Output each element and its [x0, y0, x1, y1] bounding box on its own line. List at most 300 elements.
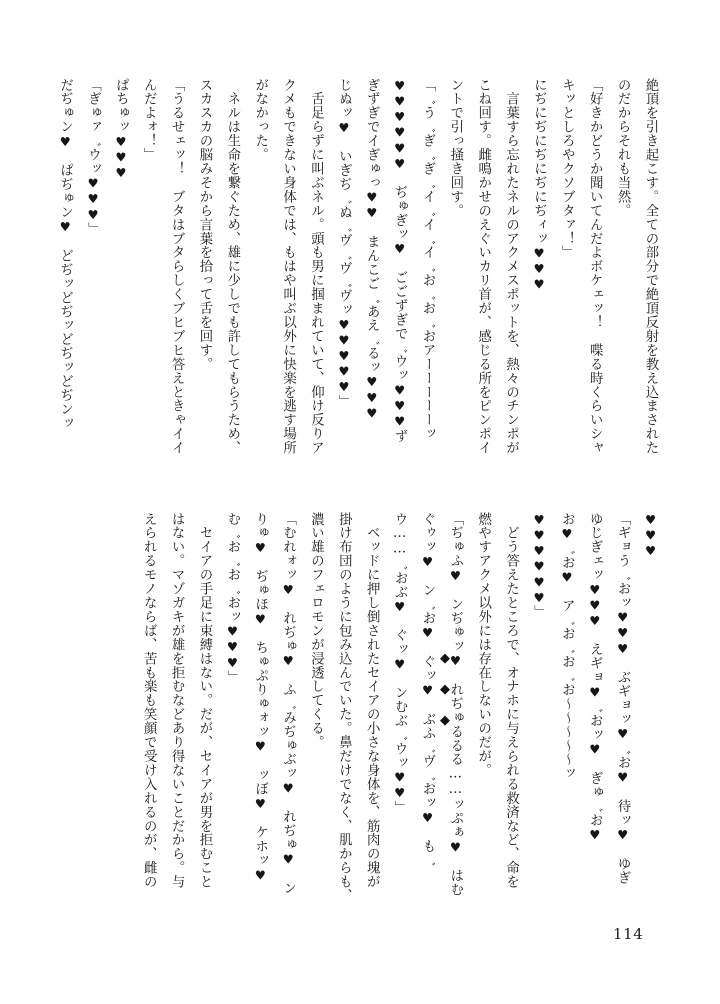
heart-icon: ♥ [280, 653, 296, 669]
glyph: ィ [531, 217, 547, 232]
glyph: か [252, 105, 268, 120]
glyph: ゛ [392, 727, 408, 742]
glyph: ス [197, 105, 212, 120]
glyph: ブ [169, 189, 185, 204]
glyph [169, 176, 184, 190]
glyph: マ [169, 567, 185, 582]
glyph: ッ [587, 727, 603, 742]
glyph: ゛ [559, 541, 575, 556]
glyph: ー [420, 412, 435, 427]
glyph: ッ [587, 567, 603, 582]
glyph: ら [615, 119, 631, 134]
glyph: す [475, 119, 491, 134]
glyph: 雄 [169, 637, 185, 652]
glyph: … [392, 525, 408, 542]
glyph: の [197, 133, 212, 148]
glyph: ！ [587, 315, 603, 330]
glyph: う [615, 553, 631, 568]
heart-icon: ♥ [643, 543, 658, 559]
heart-icon: ♥ [587, 581, 603, 598]
text-line [636, 78, 664, 478]
heart-icon: ♥ [643, 512, 658, 528]
text-line [79, 78, 107, 478]
diamond-icon: ◆ [440, 682, 450, 697]
glyph: ぎ [85, 91, 101, 106]
glyph: ぢ [531, 147, 547, 162]
glyph: 。 [615, 203, 631, 218]
glyph: が [475, 301, 491, 316]
glyph: で [392, 326, 408, 341]
glyph: ッ [57, 416, 73, 431]
heart-icon: ♥ [531, 558, 547, 575]
glyph: の [141, 818, 157, 833]
text-line [525, 512, 553, 908]
glyph: ッ [252, 767, 268, 782]
glyph [281, 597, 296, 611]
glyph: ら [141, 525, 157, 540]
text-line [357, 78, 385, 478]
glyph: 拒 [197, 832, 212, 847]
glyph: ん [587, 217, 603, 232]
glyph: だ [336, 749, 352, 764]
glyph: ん [364, 248, 380, 263]
glyph: れ [503, 161, 519, 176]
glyph: 布 [336, 539, 352, 554]
glyph: 」 [85, 222, 101, 237]
glyph: ッ [587, 301, 603, 316]
glyph: イ [197, 539, 212, 554]
glyph: え [643, 371, 658, 385]
glyph [281, 669, 296, 683]
glyph: が [475, 749, 491, 764]
glyph [392, 257, 407, 271]
glyph: 叫 [308, 161, 324, 176]
glyph: 。 [197, 357, 212, 372]
glyph: ッ [420, 795, 435, 810]
glyph: な [169, 763, 185, 778]
glyph: ゛ [420, 259, 435, 274]
glyph: た [224, 203, 240, 218]
glyph: む [280, 525, 296, 540]
glyph [615, 843, 630, 857]
glyph: 身 [280, 175, 296, 190]
glyph: ゅ [392, 199, 408, 214]
glyph: っ [364, 175, 380, 190]
glyph: 。 [475, 133, 491, 148]
glyph: ゛ [587, 699, 603, 714]
glyph: 引 [643, 119, 658, 134]
glyph: ア [503, 231, 519, 246]
glyph: 反 [308, 412, 324, 427]
glyph: ク [503, 245, 519, 260]
glyph: ア [197, 777, 212, 792]
text-line [385, 78, 413, 478]
glyph: う [503, 539, 519, 554]
glyph: の [336, 567, 352, 582]
glyph [448, 669, 463, 683]
glyph: だ [197, 707, 212, 722]
glyph: 苦 [141, 651, 157, 666]
glyph: ョ [615, 698, 631, 713]
glyph: 身 [364, 763, 380, 778]
glyph: ぶ [392, 584, 408, 599]
text-line [497, 512, 525, 908]
heart-icon: ♥ [252, 795, 268, 812]
glyph: 笑 [141, 707, 157, 722]
glyph: で [643, 273, 658, 288]
glyph: ば [141, 623, 157, 638]
text-line [413, 512, 441, 908]
glyph: ッ [503, 301, 519, 316]
glyph: 」 [392, 800, 408, 815]
glyph: ら [503, 133, 519, 148]
glyph: 雄 [308, 539, 324, 554]
glyph: 引 [447, 119, 463, 134]
glyph: イ [364, 133, 380, 148]
glyph: お [615, 581, 631, 596]
glyph: ぢ [392, 185, 408, 200]
text-line [553, 78, 581, 478]
glyph: え [141, 512, 157, 526]
glyph: う [336, 595, 352, 610]
glyph: 感 [475, 329, 491, 344]
glyph: も [280, 245, 296, 260]
glyph: ッ [615, 595, 631, 610]
glyph: ゅ [57, 105, 73, 120]
glyph: ゅ [280, 837, 296, 852]
glyph: に [308, 147, 324, 162]
glyph: し [169, 273, 185, 288]
glyph: オ [503, 665, 519, 680]
glyph: ピ [475, 398, 491, 413]
glyph: ゅ [447, 625, 463, 640]
glyph: ぢ [57, 91, 73, 106]
glyph: 、 [308, 371, 324, 385]
glyph: ぢ [280, 625, 296, 640]
glyph: や [280, 273, 296, 288]
heart-icon: ♥ [252, 867, 268, 883]
glyph: ギ [587, 656, 603, 671]
glyph: お [224, 567, 240, 582]
glyph: ネ [503, 189, 519, 204]
glyph: タ [169, 245, 185, 260]
glyph [448, 583, 463, 597]
glyph: 濃 [308, 512, 324, 526]
glyph: 舌 [197, 301, 212, 316]
glyph: ら [336, 860, 352, 875]
glyph: ぎ [364, 105, 380, 120]
glyph: ぎ [392, 213, 408, 228]
glyph: ベ [364, 525, 380, 540]
glyph: 。 [308, 217, 324, 232]
glyph: は [224, 119, 240, 134]
glyph: ゅ [587, 785, 603, 800]
glyph: い [169, 539, 185, 554]
glyph: る [308, 721, 324, 736]
glyph: イ [420, 217, 435, 232]
glyph: あ [364, 304, 380, 319]
heart-icon: ♥ [447, 653, 463, 669]
glyph: 頂 [643, 301, 658, 316]
glyph: ッ [559, 766, 575, 781]
glyph [420, 825, 435, 839]
text-line [246, 512, 274, 908]
glyph: な [475, 693, 491, 708]
glyph: ッ [364, 539, 380, 554]
glyph: を [197, 245, 212, 260]
heart-icon: ♥ [587, 684, 603, 700]
glyph: ン [57, 402, 73, 417]
glyph: イ [197, 763, 212, 778]
glyph: ぢ [447, 611, 463, 626]
glyph: 少 [224, 273, 240, 288]
glyph: ぱ [113, 78, 129, 92]
glyph: を [197, 818, 212, 833]
glyph: も [308, 245, 324, 260]
heart-icon: ♥ [447, 567, 463, 584]
glyph: い [475, 245, 491, 260]
glyph: も [280, 105, 296, 120]
glyph: な [169, 525, 185, 540]
heart-icon: ♥ [224, 623, 240, 640]
glyph: 小 [364, 721, 380, 736]
glyph: ゛ [364, 290, 380, 305]
glyph: で [141, 735, 157, 750]
heart-icon: ♥ [587, 741, 603, 758]
glyph: ぢ [57, 346, 73, 361]
glyph: は [169, 512, 185, 526]
glyph: ー [420, 357, 435, 372]
glyph [587, 329, 602, 343]
glyph: え [587, 642, 603, 657]
heart-icon: ♥ [615, 640, 631, 657]
glyph [253, 811, 268, 825]
glyph: ぷ [252, 668, 268, 683]
glyph: ゾ [169, 581, 185, 596]
glyph: ッ [57, 276, 73, 291]
glyph: り [252, 682, 268, 697]
glyph: ッ [85, 161, 101, 176]
text-line [107, 78, 135, 478]
glyph: 男 [308, 259, 324, 274]
glyph: っ [197, 273, 212, 288]
heart-icon: ♥ [531, 245, 547, 261]
glyph: 雄 [224, 245, 240, 260]
glyph: 生 [224, 133, 240, 148]
glyph: や [559, 147, 575, 162]
page-number: 114 [613, 925, 644, 943]
glyph: す [197, 343, 212, 358]
glyph: ど [57, 332, 73, 347]
glyph: 許 [224, 329, 240, 344]
text-line [608, 78, 636, 478]
glyph: は [475, 637, 491, 652]
glyph: た [224, 412, 240, 427]
glyph: ぎ [420, 133, 435, 148]
glyph: け [308, 398, 324, 413]
glyph: の [475, 721, 491, 736]
glyph [197, 512, 212, 526]
glyph: 絶 [643, 78, 658, 92]
glyph: ず [392, 298, 408, 313]
glyph: 逃 [280, 398, 296, 413]
glyph: も [224, 371, 240, 385]
glyph: せ [169, 119, 185, 134]
glyph: 場 [280, 426, 296, 441]
glyph: ノ [141, 581, 157, 596]
glyph: か [615, 105, 631, 120]
text-line [330, 512, 358, 908]
text-line [246, 78, 274, 478]
glyph: た [503, 581, 519, 596]
glyph: イ [169, 440, 185, 455]
glyph: ふ [447, 553, 463, 568]
glyph: ッ [280, 766, 296, 781]
text-line [608, 512, 636, 908]
glyph: ゛ [420, 287, 435, 302]
glyph [420, 641, 435, 655]
glyph: る [141, 553, 157, 568]
glyph: ぎ [364, 147, 380, 162]
glyph: ゃ [169, 412, 185, 427]
glyph: の [197, 567, 212, 582]
glyph: ぎ [336, 163, 352, 178]
glyph: た [643, 440, 658, 455]
glyph: ン [503, 412, 519, 427]
glyph: ゥ [420, 525, 435, 540]
glyph: で [447, 105, 463, 120]
glyph: め [224, 426, 240, 441]
glyph: う [169, 91, 185, 106]
glyph: に [280, 343, 296, 358]
heart-icon: ♥ [531, 276, 547, 293]
glyph: じ [475, 343, 491, 358]
glyph: 浸 [308, 651, 324, 666]
glyph: お [559, 626, 575, 641]
heart-icon: ♥ [392, 413, 408, 429]
glyph: む [169, 679, 185, 694]
glyph: ぐ [420, 512, 435, 526]
glyph: 〜 [559, 696, 575, 711]
glyph: 教 [643, 357, 658, 372]
glyph: さ [364, 623, 380, 638]
glyph: に [197, 609, 212, 624]
heart-icon: ♥ [643, 527, 658, 544]
glyph: ぢ [57, 388, 73, 403]
glyph: に [531, 161, 547, 176]
glyph: ェ [587, 287, 603, 302]
glyph: な [252, 91, 268, 106]
glyph: キ [169, 609, 185, 624]
glyph [58, 235, 73, 249]
glyph: ら [224, 384, 240, 399]
glyph: ら [169, 846, 185, 861]
glyph: 起 [643, 147, 658, 162]
glyph: ン [57, 119, 73, 134]
glyph: ぐ [475, 231, 491, 246]
glyph: は [197, 651, 212, 666]
glyph: 繋 [224, 175, 240, 190]
glyph: ッ [447, 797, 463, 812]
glyph: ゛ [615, 741, 631, 756]
glyph: ッ [364, 360, 380, 375]
glyph: ッ [392, 368, 408, 383]
glyph: ぢ [531, 203, 547, 218]
glyph: ャ [587, 440, 603, 455]
glyph: ず [308, 133, 324, 148]
glyph: ブ [169, 329, 185, 344]
glyph: こ [197, 860, 212, 875]
glyph: だ [615, 91, 631, 106]
glyph: て [308, 693, 324, 708]
glyph: が [197, 721, 212, 736]
glyph: あ [169, 721, 185, 736]
glyph: む [197, 846, 212, 861]
glyph: こ [364, 262, 380, 277]
glyph: き [169, 398, 185, 413]
text-line [162, 78, 190, 478]
glyph: シ [587, 426, 603, 441]
text-line [274, 78, 302, 478]
glyph: イ [364, 679, 380, 694]
glyph: 掛 [336, 512, 352, 526]
glyph: ど [503, 832, 519, 847]
glyph: か [475, 175, 491, 190]
heart-icon: ♥ [364, 189, 380, 206]
glyph [253, 627, 268, 641]
glyph: ま [643, 398, 658, 413]
glyph: 。 [475, 763, 491, 778]
glyph: ケ [587, 273, 603, 288]
glyph: っ [252, 119, 268, 134]
glyph: ヴ [336, 261, 352, 275]
glyph: ゛ [420, 853, 435, 868]
glyph: ら [308, 119, 324, 134]
glyph: 肉 [364, 832, 380, 847]
glyph [615, 785, 630, 799]
glyph: ぢ [57, 304, 73, 319]
glyph: ッ [57, 318, 73, 333]
glyph: 言 [503, 91, 519, 106]
heart-icon: ♥ [85, 175, 101, 192]
glyph: き [587, 105, 603, 120]
text-line [441, 512, 469, 908]
text-line [134, 78, 162, 478]
heart-icon: ♥ [587, 827, 603, 843]
glyph: 」 [336, 394, 352, 409]
glyph: た [364, 651, 380, 666]
glyph: ！ [169, 161, 185, 176]
glyph: ォ [141, 119, 157, 134]
glyph: ぢ [280, 724, 296, 739]
glyph: ゅ [447, 539, 463, 554]
glyph: ゛ [336, 191, 352, 206]
glyph: が [197, 791, 212, 806]
glyph: れ [615, 147, 631, 162]
glyph: れ [503, 763, 519, 778]
glyph: か [197, 189, 212, 204]
glyph: ゛ [420, 231, 435, 246]
heart-icon: ♥ [336, 379, 352, 395]
glyph: ど [503, 525, 519, 540]
glyph: ぢ [336, 177, 352, 192]
glyph [336, 135, 351, 149]
glyph: ら [141, 609, 157, 624]
glyph: ぶ [392, 713, 408, 728]
glyph: の [308, 553, 324, 568]
glyph: 、 [224, 231, 240, 246]
glyph: る [447, 724, 463, 739]
